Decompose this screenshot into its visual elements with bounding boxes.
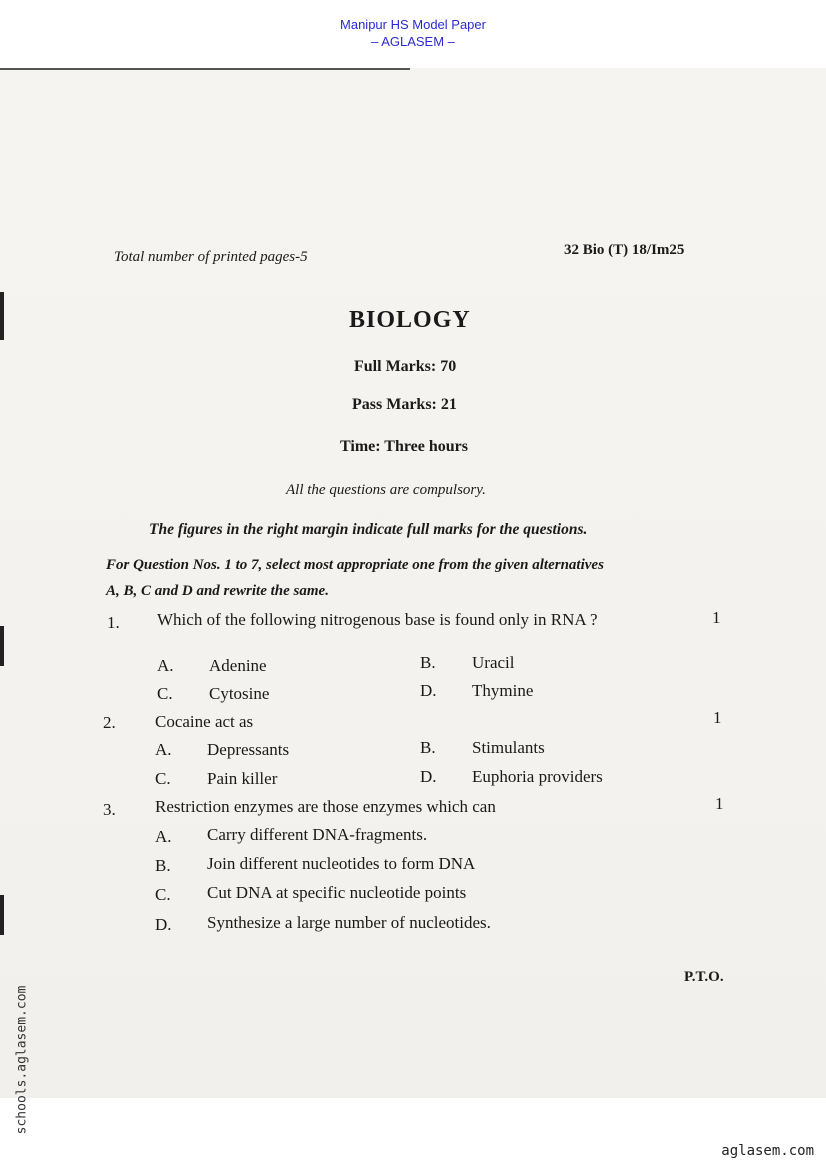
full-marks: Full Marks: 70	[354, 358, 457, 375]
page-header	[0, 16, 826, 50]
note-marks: The figures in the right margin indicate full marks for the questions.	[149, 521, 588, 538]
question-text: Restriction enzymes are those enzymes which can	[155, 797, 496, 816]
option-text: Cytosine	[209, 684, 270, 703]
question-marks: 1	[712, 608, 721, 627]
option-letter: A.	[155, 827, 172, 846]
option-text: Depressants	[207, 740, 290, 759]
option-letter: C.	[155, 885, 171, 904]
option-text: Synthesize a large number of nucleotides.	[207, 913, 491, 932]
question-text: Cocaine act as	[155, 712, 254, 731]
option-letter: B.	[420, 653, 436, 672]
side-watermark	[15, 965, 29, 1155]
side-watermark-text: schools.aglasem.com	[14, 985, 30, 1135]
option-text: Uracil	[472, 653, 515, 672]
pto-label: P.T.O.	[684, 969, 724, 985]
option-text: Adenine	[209, 656, 267, 675]
printed-pages: Total number of printed pages-5	[114, 249, 308, 265]
option-text: Carry different DNA-fragments.	[207, 825, 428, 844]
subject-title: BIOLOGY	[349, 307, 471, 333]
option-letter: D.	[420, 681, 437, 700]
pass-marks: Pass Marks: 21	[352, 396, 457, 413]
header-subtitle: – AGLASEM –	[371, 34, 455, 49]
scan-mark	[0, 292, 4, 340]
option-letter: D.	[155, 915, 172, 934]
scan-mark	[0, 626, 4, 666]
question-number: 2.	[103, 713, 116, 732]
option-letter: A.	[157, 656, 174, 675]
option-letter: C.	[157, 684, 173, 703]
option-letter: B.	[420, 738, 436, 757]
scan-edge-line	[0, 68, 410, 70]
option-letter: C.	[155, 769, 171, 788]
question-marks: 1	[713, 708, 722, 727]
option-letter: D.	[420, 767, 437, 786]
instruction-line-2: A, B, C and D and rewrite the same.	[106, 583, 329, 599]
question-number: 1.	[107, 613, 120, 632]
question-text: Which of the following nitrogenous base is found only in RNA ?	[157, 610, 598, 629]
option-text: Stimulants	[472, 738, 545, 757]
header-title: Manipur HS Model Paper	[340, 17, 486, 32]
time-allowed: Time: Three hours	[340, 438, 469, 455]
option-text: Cut DNA at specific nucleotide points	[207, 883, 467, 902]
scan-mark	[0, 895, 4, 935]
question-marks: 1	[715, 794, 724, 813]
question-number: 3.	[103, 800, 116, 819]
option-letter: A.	[155, 740, 172, 759]
paper-code: 32 Bio (T) 18/Im25	[564, 242, 685, 258]
option-text: Join different nucleotides to form DNA	[207, 854, 476, 873]
option-letter: B.	[155, 856, 171, 875]
option-text: Thymine	[472, 681, 534, 700]
instruction-line-1: For Question Nos. 1 to 7, select most appropriate one from the given alternatives	[106, 557, 604, 573]
option-text: Pain killer	[207, 769, 278, 788]
option-text: Euphoria providers	[472, 767, 603, 786]
note-compulsory: All the questions are compulsory.	[286, 482, 486, 498]
footer-watermark: aglasem.com	[721, 1143, 814, 1159]
